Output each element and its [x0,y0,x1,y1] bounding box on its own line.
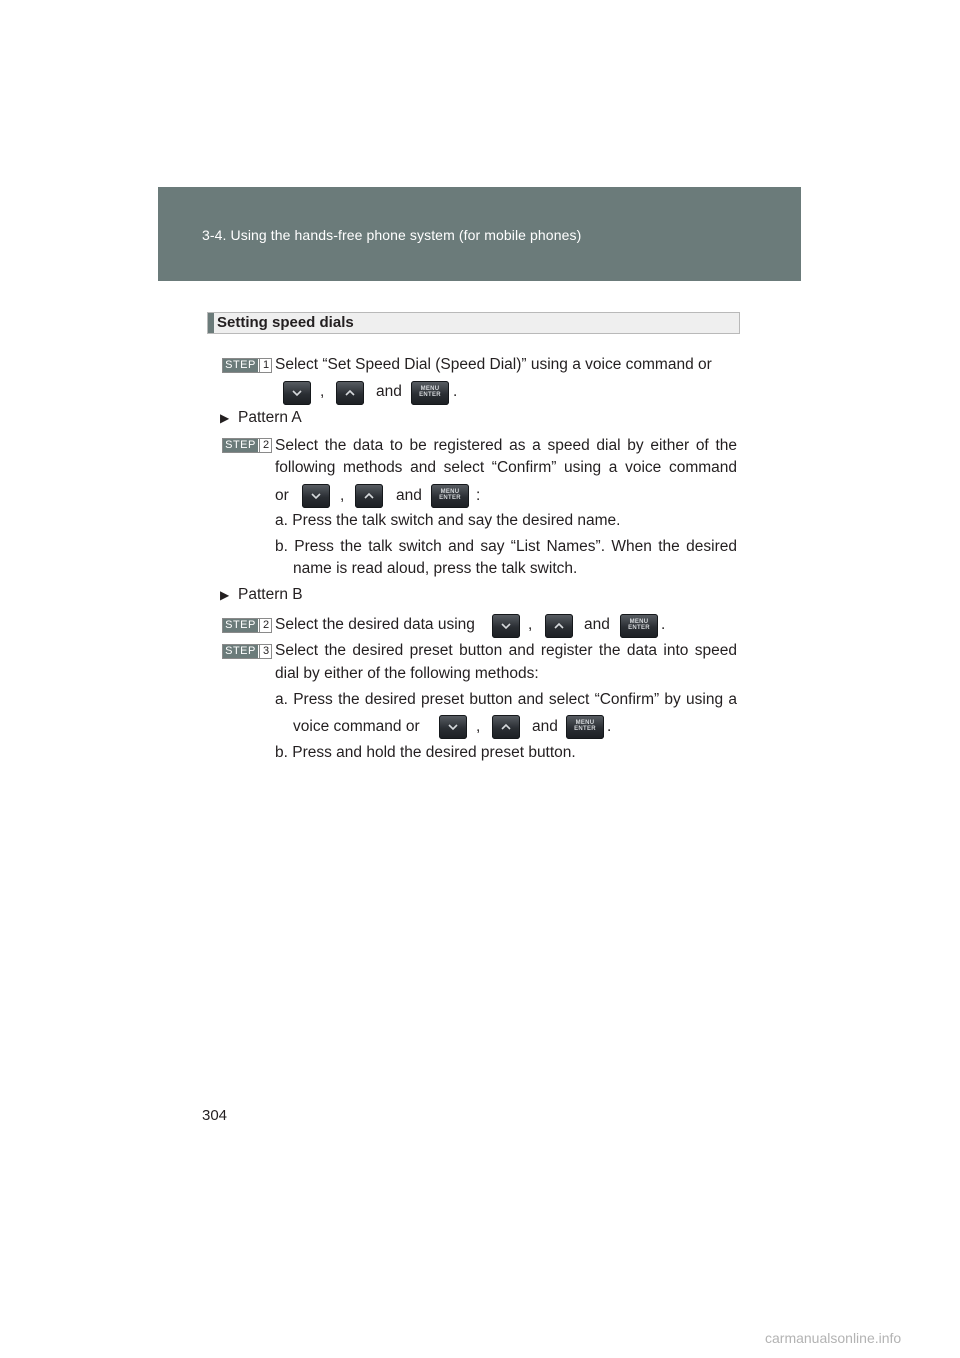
enter-label: ENTER [574,726,596,732]
section-heading [207,312,740,334]
comma: , [476,718,481,735]
menu-enter-button-icon [620,614,658,638]
menu-label: MENU [440,489,460,495]
menu-label: MENU [575,720,595,726]
or-word: or [275,487,289,504]
step-1-badge [222,358,272,373]
step-3-text-1: Select the desired preset button and register the data into speed [275,642,737,659]
page-number: 304 [202,1107,228,1124]
step-word: STEP [223,645,258,658]
up-button-icon [492,715,520,739]
step-2a-text-1: Select the data to be registered as a speed dial by either of the [275,437,737,454]
down-button-icon [439,715,467,739]
period: . [661,616,666,633]
step-3-badge [222,644,272,659]
step-1-text: Select “Set Speed Dial (Speed Dial)” using a voice command or [275,356,712,373]
step-3-text-2: dial by either of the following methods: [275,665,539,682]
step-3-option-a-1: a. Press the desired preset button and select “Confirm” by using a [275,691,737,708]
enter-label: ENTER [419,392,441,398]
colon: : [476,487,481,504]
step-3-option-b: b. Press and hold the desired preset button. [275,744,576,761]
and-word: and [532,718,558,735]
menu-label: MENU [420,386,440,392]
up-button-icon [355,484,383,508]
up-button-icon [545,614,573,638]
pattern-b-label: Pattern B [238,586,303,603]
comma: , [320,383,325,400]
enter-label: ENTER [628,625,650,631]
down-button-icon [283,381,311,405]
menu-enter-button-icon [431,484,469,508]
down-button-icon [302,484,330,508]
step-word: STEP [223,359,258,372]
up-button-icon [336,381,364,405]
step-word: STEP [223,439,258,452]
section-accent [208,313,214,333]
watermark: carmanualsonline.info [765,1330,902,1346]
step-3-option-a-2: voice command or [293,718,420,735]
step-2a-option-b-1: b. Press the talk switch and say “List Names”. When the desired [275,538,737,555]
comma: , [528,616,533,633]
step-2a-option-b-2: name is read aloud, press the talk switch. [293,560,578,577]
triangle-right-icon: ▶ [220,411,230,425]
period: . [453,383,458,400]
triangle-right-icon: ▶ [220,588,230,602]
comma: , [340,487,345,504]
step-number: 3 [259,645,272,658]
menu-enter-button-icon [411,381,449,405]
step-2-badge [222,618,272,633]
and-word: and [376,383,402,400]
step-2a-text-2: following methods and select “Confirm” using a voice command [275,459,737,476]
menu-enter-button-icon [566,715,604,739]
pattern-a-label: Pattern A [238,409,302,426]
down-button-icon [492,614,520,638]
step-word: STEP [223,619,258,632]
step-2-badge [222,438,272,453]
chapter-header [158,187,801,281]
enter-label: ENTER [439,495,461,501]
step-2a-option-a: a. Press the talk switch and say the desired name. [275,512,621,529]
step-number: 2 [259,619,272,632]
and-word: and [396,487,422,504]
step-2b-text: Select the desired data using [275,616,475,633]
period: . [607,718,612,735]
step-number: 2 [259,439,272,452]
menu-label: MENU [629,619,649,625]
section-title: Setting speed dials [217,314,354,331]
chapter-title: 3-4. Using the hands-free phone system (for mobile phones) [202,227,582,243]
step-number: 1 [259,359,272,372]
and-word: and [584,616,610,633]
